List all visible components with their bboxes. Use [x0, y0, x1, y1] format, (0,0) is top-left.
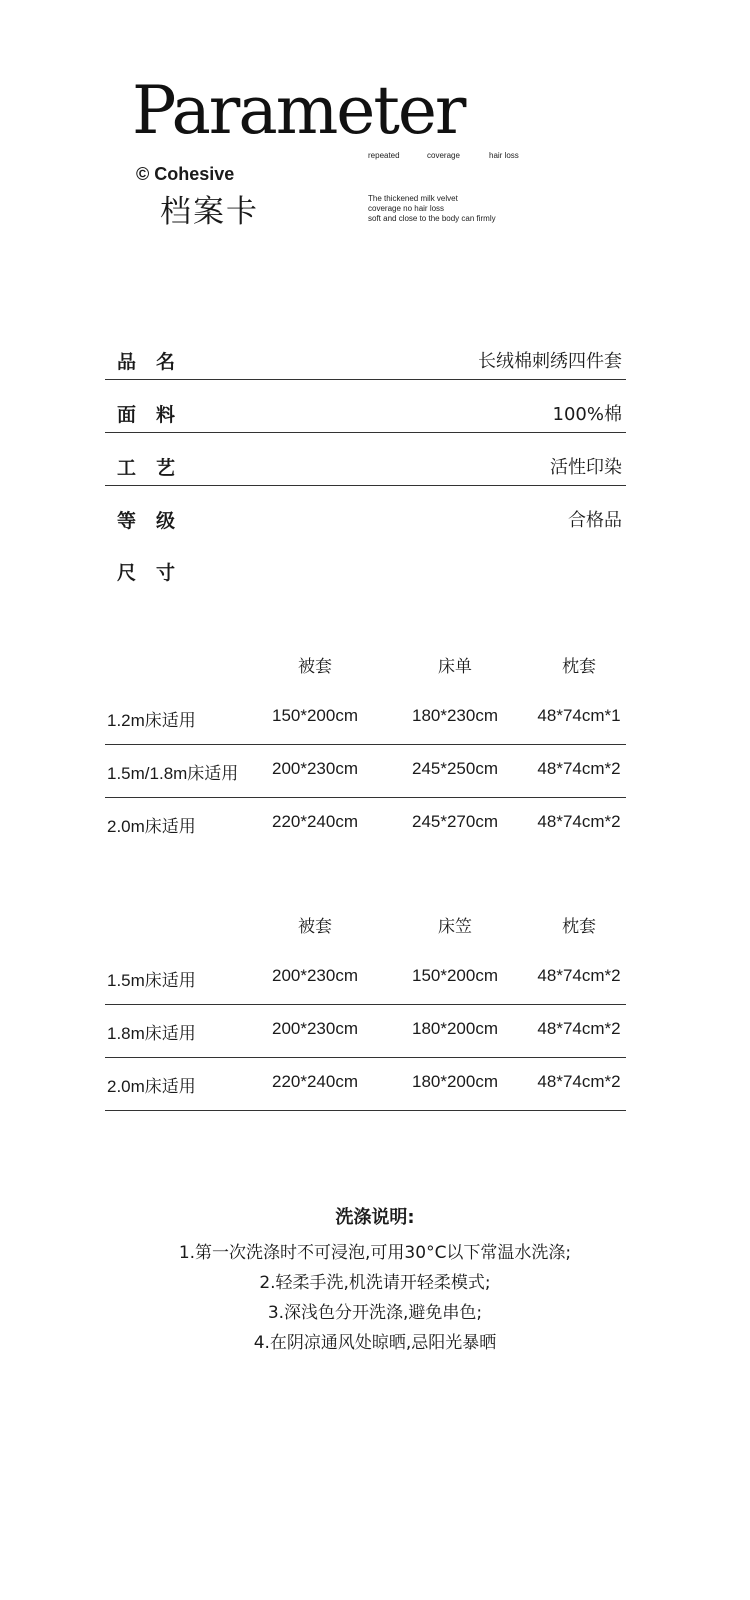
table-cell: 48*74cm*2 — [537, 812, 621, 831]
table-row — [105, 745, 626, 798]
page-title: Parameter — [132, 72, 465, 149]
table-row — [105, 798, 626, 850]
tagline-line-3: soft and close to the body can firmly — [368, 214, 496, 223]
column-header: 床笠 — [438, 917, 472, 936]
tag-repeated: repeated — [368, 151, 400, 160]
column-header: 被套 — [298, 917, 332, 936]
table-row — [105, 952, 626, 1005]
tag-hair-loss: hair loss — [489, 151, 519, 160]
table-cell: 180*230cm — [411, 706, 499, 725]
wash-item: 4.在阴凉通风处晾晒,忌阳光暴晒 — [253, 1333, 497, 1353]
table-cell: 48*74cm*2 — [537, 1019, 621, 1038]
param-label: 品名 — [117, 351, 196, 373]
table-cell: 180*200cm — [411, 1019, 499, 1038]
table-cell: 1.2m床适用 — [107, 711, 196, 730]
table-cell: 245*270cm — [411, 812, 499, 831]
param-row-grade — [105, 486, 626, 538]
table-row — [105, 692, 626, 745]
table-cell: 48*74cm*2 — [537, 1072, 621, 1091]
table-cell: 1.5m/1.8m床适用 — [107, 764, 239, 783]
tagline-line-1: The thickened milk velvet — [368, 194, 458, 203]
table-cell: 200*230cm — [271, 966, 359, 985]
table-cell: 48*74cm*2 — [537, 759, 621, 778]
table-cell: 245*250cm — [411, 759, 499, 778]
param-value: 100%棉 — [552, 404, 622, 425]
param-label: 面料 — [117, 404, 196, 426]
param-row-craft — [105, 433, 626, 486]
column-header: 枕套 — [562, 917, 596, 936]
brand-subtitle: 档案卡 — [160, 194, 259, 230]
table-cell: 150*200cm — [271, 706, 359, 725]
wash-title: 洗涤说明: — [335, 1207, 415, 1228]
tag-coverage: coverage — [427, 151, 460, 160]
size-table-1 — [105, 640, 626, 850]
table-cell: 1.5m床适用 — [107, 971, 196, 990]
table-cell: 48*74cm*2 — [537, 966, 621, 985]
tagline-line-2: coverage no hair loss — [368, 204, 445, 213]
table-header — [105, 640, 626, 692]
param-label: 尺寸 — [117, 562, 196, 584]
param-row-size — [105, 538, 626, 590]
table-row — [105, 1005, 626, 1058]
wash-item: 1.第一次洗涤时不可浸泡,可用30°C以下常温水洗涤; — [178, 1243, 572, 1263]
wash-item: 2.轻柔手洗,机洗请开轻柔模式; — [259, 1273, 491, 1293]
table-cell: 150*200cm — [411, 966, 499, 985]
table-cell: 180*200cm — [411, 1072, 499, 1091]
table-cell: 2.0m床适用 — [107, 817, 196, 836]
param-value: 长绒棉刺绣四件套 — [478, 351, 622, 372]
table-cell: 200*230cm — [271, 1019, 359, 1038]
param-value: 活性印染 — [550, 457, 622, 478]
column-header: 被套 — [298, 657, 332, 676]
table-cell: 2.0m床适用 — [107, 1077, 196, 1096]
column-header: 枕套 — [562, 657, 596, 676]
param-value: 合格品 — [568, 510, 622, 531]
table-cell: 1.8m床适用 — [107, 1024, 196, 1043]
param-row-fabric — [105, 380, 626, 433]
wash-item: 3.深浅色分开洗涤,避免串色; — [267, 1303, 483, 1323]
param-label: 等级 — [117, 510, 196, 532]
table-cell: 200*230cm — [271, 759, 359, 778]
param-label: 工艺 — [117, 457, 196, 479]
column-header: 床单 — [438, 657, 472, 676]
table-header — [105, 900, 626, 952]
table-cell: 220*240cm — [271, 812, 359, 831]
table-cell: 48*74cm*1 — [537, 706, 621, 725]
table-cell: 220*240cm — [271, 1072, 359, 1091]
table-row — [105, 1058, 626, 1111]
brand-name: © Cohesive — [136, 164, 235, 184]
param-row-name — [105, 327, 626, 380]
size-table-2 — [105, 900, 626, 1111]
